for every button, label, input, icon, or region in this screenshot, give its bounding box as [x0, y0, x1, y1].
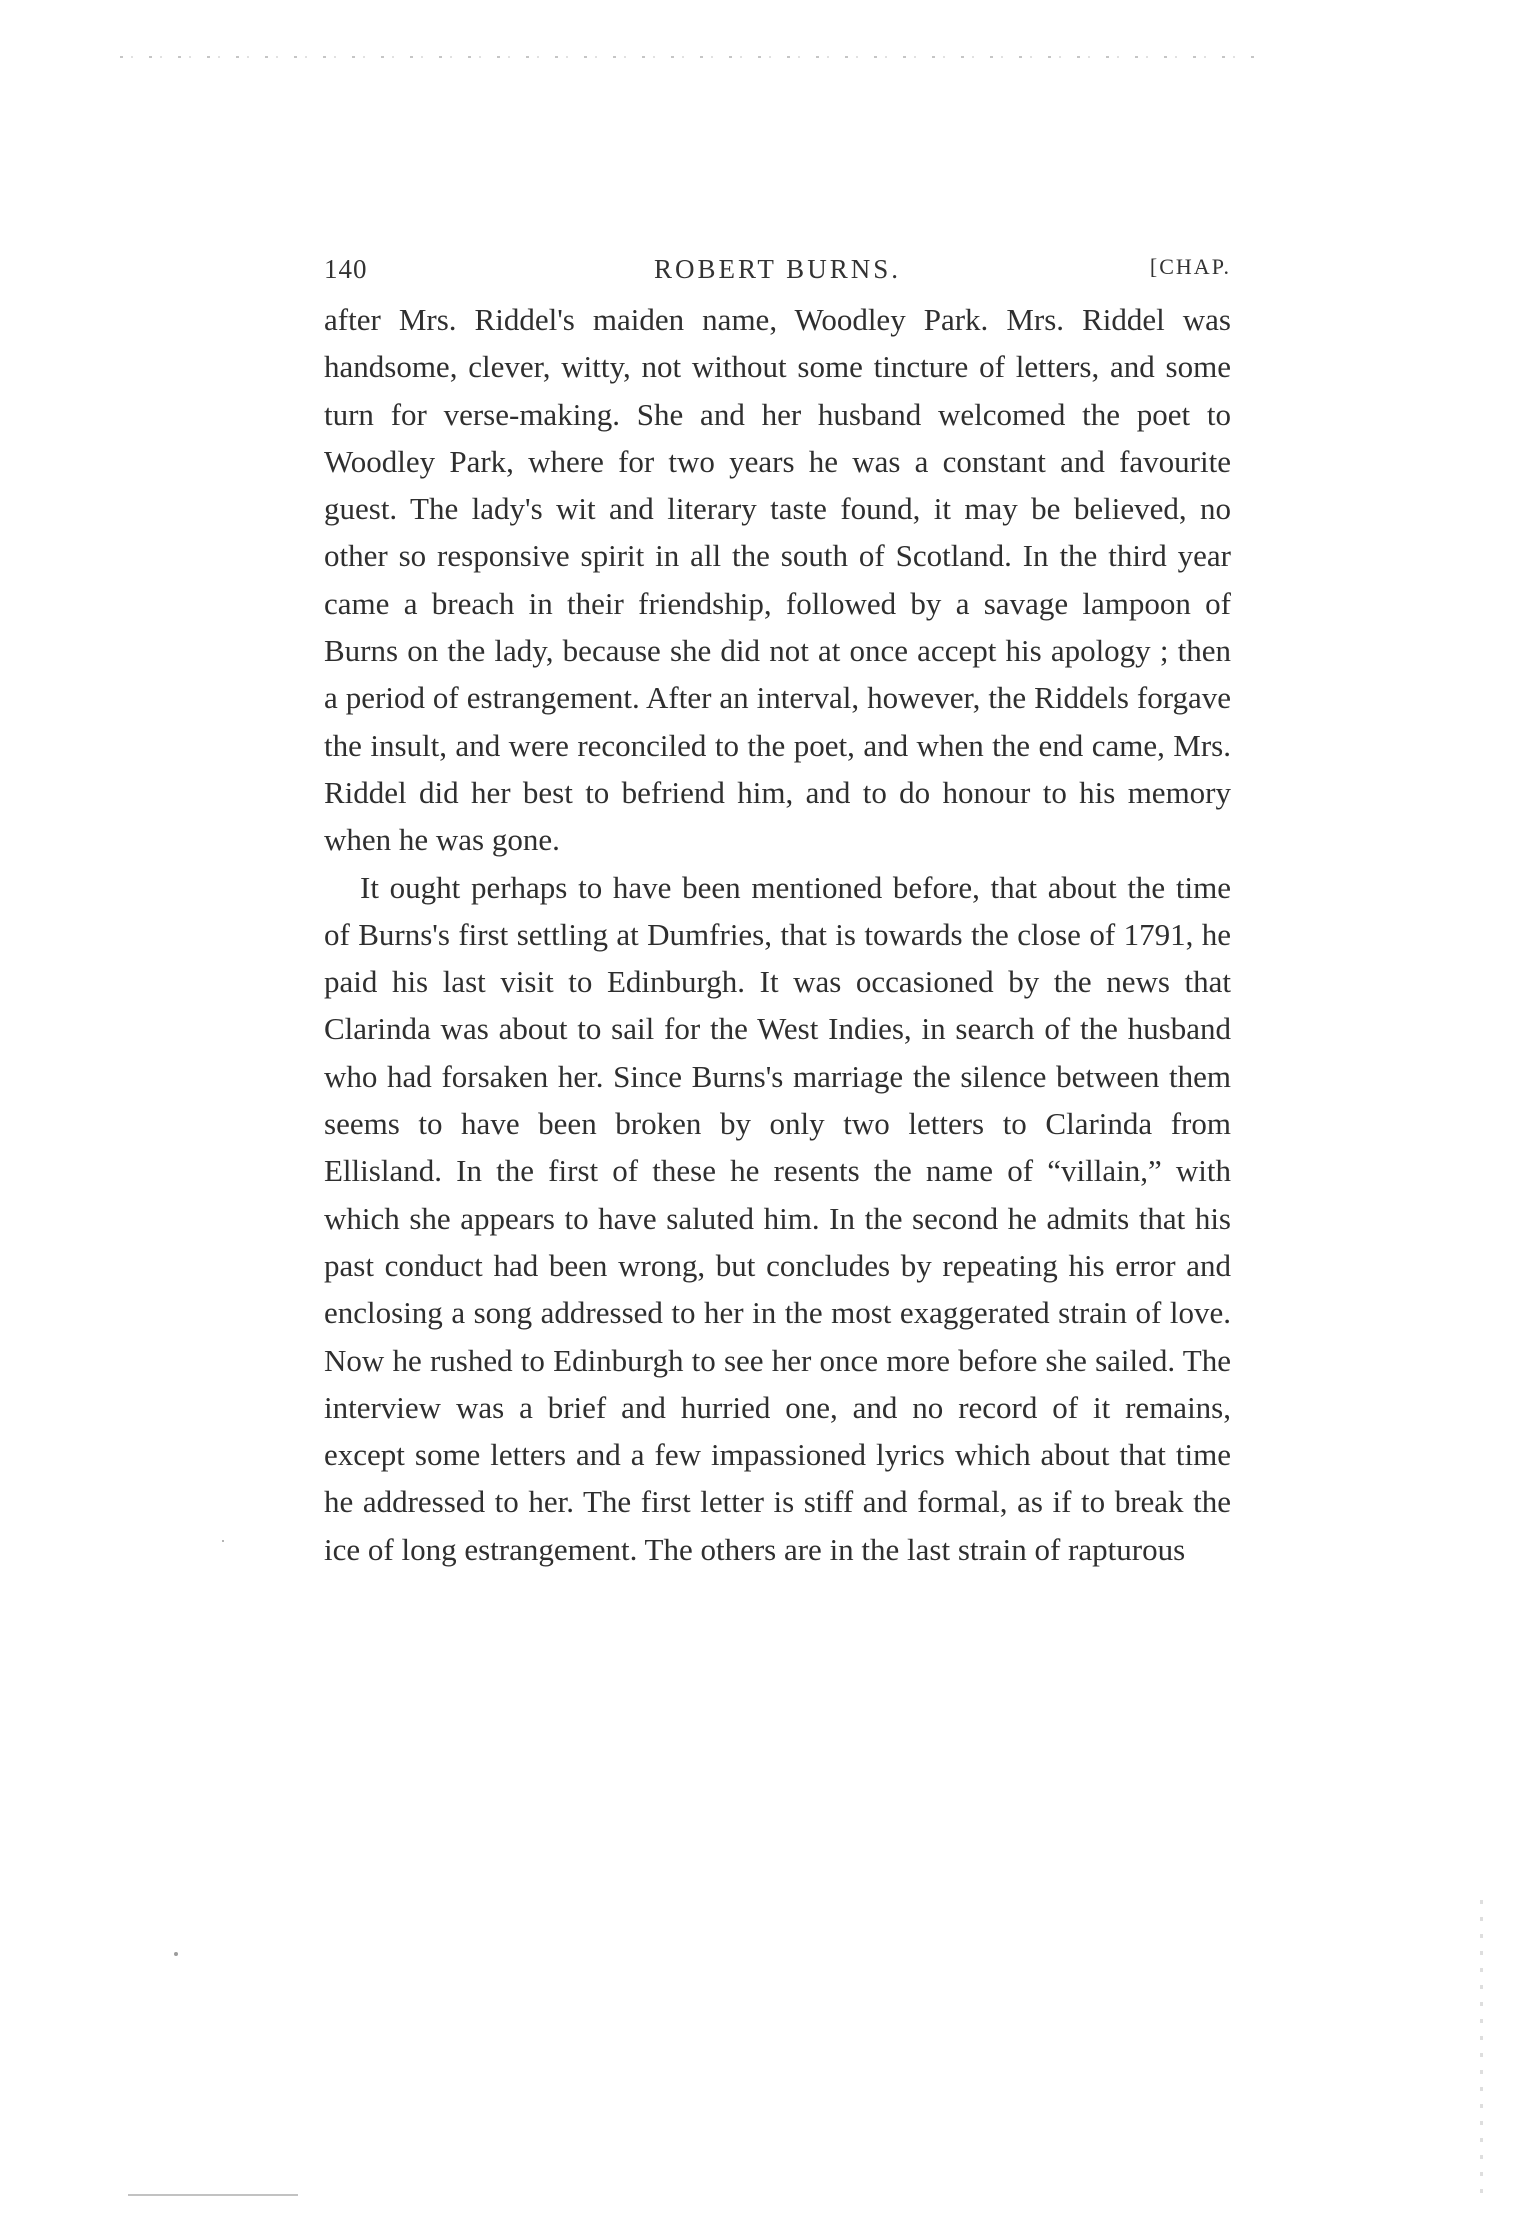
running-head: ROBERT BURNS. [654, 254, 901, 284]
chapter-mark: [CHAP. [1149, 254, 1231, 279]
paragraph-continued: after Mrs. Riddel's maiden name, Woodley Park. Mrs. Riddel was handsome, clever, witty, not without some tincture of letters, and some turn for verse-making. She and her husband welcomed the poet to Woodley Park, where for two years he was a constant and favourite guest. The lady's wit and literary taste found, it may be believed, no other so responsive spirit in all the south of Scotland. In the third year came a breach in their friendship, followed by a savage lampoon of Burns on the lady, because she did not at once accept his apology ; then a period of estrangement. After an interval, however, the Riddels forgave the insult, and were reconciled to the poet, and when the end came, Mrs. Riddel did her best to befriend him, and to do honour to his memory when he was gone. [324, 302, 1231, 858]
scan-edge-noise [1480, 1900, 1483, 2200]
scan-speck [222, 1540, 224, 1542]
scan-speckle-top [120, 56, 1260, 58]
page-header [324, 254, 1231, 290]
page-number: 140 [324, 254, 368, 284]
scan-bottom-mark [128, 2194, 298, 2196]
paragraph-edinburgh-visit: It ought perhaps to have been mentioned before, that about the time of Burns's first settling at Dumfries, that is towards the close of 1791, he paid his last visit to Edinburgh. It was occasioned by the news that Clarinda was about to sail for the West Indies, in search of the husband who had forsaken her. Since Burns's marriage the silence between them seems to have been broken by only two letters to Clarinda from Ellisland. In the first of these he resents the name of “villain,” with which she appears to have saluted him. In the second he admits that his past conduct had been wrong, but concludes by repeating his error and enclosing a song addressed to her in the most exaggerated strain of love. Now he rushed to Edinburgh to see her once more before she sailed. The interview was a brief and hurried one, and no record of it remains, except some letters and a few impassioned lyrics which about that time he addressed to her. The first letter is stiff and formal, as if to break the ice of long estrangement. The others are in the last strain of rapturous [324, 869, 1231, 1567]
scan-speck [174, 1952, 178, 1956]
body-text [324, 296, 1231, 1573]
